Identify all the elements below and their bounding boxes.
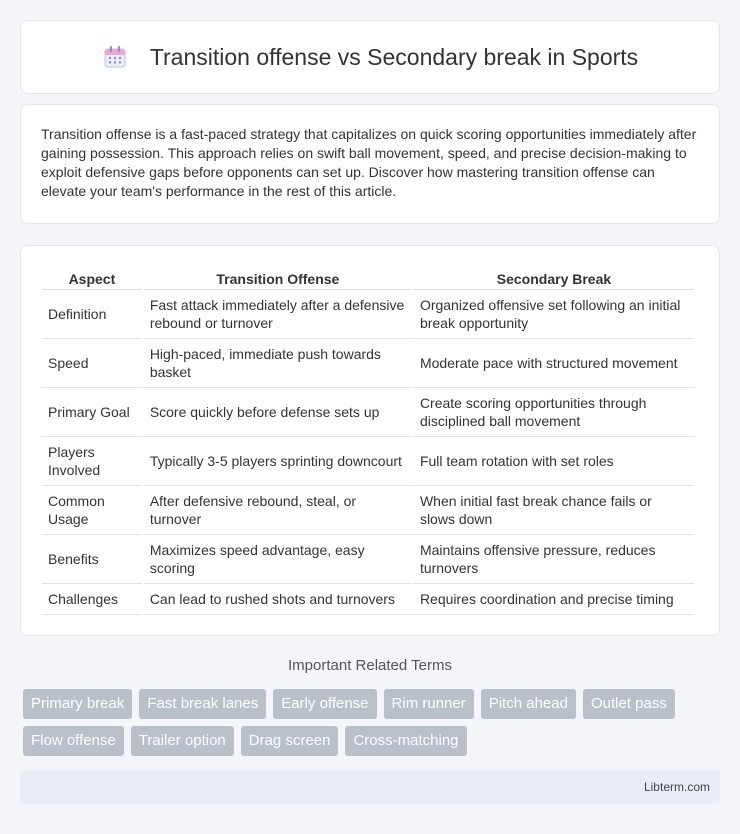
cell-aspect: Speed xyxy=(42,339,142,388)
cell-aspect: Common Usage xyxy=(42,486,142,535)
related-term-tag[interactable]: Pitch ahead xyxy=(481,689,576,719)
related-term-tag[interactable]: Drag screen xyxy=(241,726,339,756)
cell-transition: After defensive rebound, steal, or turnover xyxy=(144,486,412,535)
column-header-secondary-break: Secondary Break xyxy=(414,266,694,290)
cell-aspect: Primary Goal xyxy=(42,388,142,437)
cell-aspect: Benefits xyxy=(42,535,142,584)
cell-transition: Fast attack immediately after a defensive rebound or turnover xyxy=(144,290,412,339)
cell-transition: Can lead to rushed shots and turnovers xyxy=(144,584,412,615)
cell-transition: Maximizes speed advantage, easy scoring xyxy=(144,535,412,584)
title-card xyxy=(20,20,720,94)
footer xyxy=(20,770,720,804)
cell-secondary: Maintains offensive pressure, reduces turnovers xyxy=(414,535,694,584)
cell-aspect: Challenges xyxy=(42,584,142,615)
intro-text: Transition offense is a fast-paced strategy that capitalizes on quick scoring opportunities immediately after gaining possession. This approach relies on swift ball movement, speed, and precise decision-making to exploit defensive gaps before opponents can set up. Discover how mastering transition offense can elevate your team's performance in the rest of this article. xyxy=(41,126,697,199)
cell-transition: Score quickly before defense sets up xyxy=(144,388,412,437)
related-term-tag[interactable]: Fast break lanes xyxy=(139,689,266,719)
comparison-table xyxy=(40,266,696,615)
related-term-tag[interactable]: Primary break xyxy=(23,689,132,719)
cell-secondary: Moderate pace with structured movement xyxy=(414,339,694,388)
intro-card xyxy=(20,104,720,224)
table-header-row xyxy=(42,266,694,290)
related-term-tag[interactable]: Early offense xyxy=(273,689,376,719)
cell-secondary: Full team rotation with set roles xyxy=(414,437,694,486)
calendar-icon xyxy=(102,44,128,70)
related-term-tag[interactable]: Cross-matching xyxy=(345,726,466,756)
related-term-tag[interactable]: Outlet pass xyxy=(583,689,675,719)
cell-secondary: Organized offensive set following an initial break opportunity xyxy=(414,290,694,339)
cell-secondary: When initial fast break chance fails or slows down xyxy=(414,486,694,535)
cell-secondary: Create scoring opportunities through disciplined ball movement xyxy=(414,388,694,437)
column-header-aspect: Aspect xyxy=(42,266,142,290)
table-row xyxy=(42,290,694,339)
table-row xyxy=(42,486,694,535)
related-terms-list xyxy=(23,689,723,763)
related-terms-title: Important Related Terms xyxy=(288,657,452,674)
cell-transition: High-paced, immediate push towards basket xyxy=(144,339,412,388)
table-row xyxy=(42,339,694,388)
cell-aspect: Definition xyxy=(42,290,142,339)
cell-secondary: Requires coordination and precise timing xyxy=(414,584,694,615)
column-header-transition-offense: Transition Offense xyxy=(144,266,412,290)
table-row xyxy=(42,437,694,486)
comparison-table-card xyxy=(20,245,720,636)
related-term-tag[interactable]: Rim runner xyxy=(384,689,474,719)
table-row xyxy=(42,388,694,437)
cell-aspect: Players Involved xyxy=(42,437,142,486)
table-row xyxy=(42,535,694,584)
related-term-tag[interactable]: Flow offense xyxy=(23,726,124,756)
footer-site-link[interactable]: Libterm.com xyxy=(643,780,710,794)
related-term-tag[interactable]: Trailer option xyxy=(131,726,234,756)
cell-transition: Typically 3-5 players sprinting downcourt xyxy=(144,437,412,486)
table-row xyxy=(42,584,694,615)
page-title: Transition offense vs Secondary break in Sports xyxy=(149,43,639,70)
